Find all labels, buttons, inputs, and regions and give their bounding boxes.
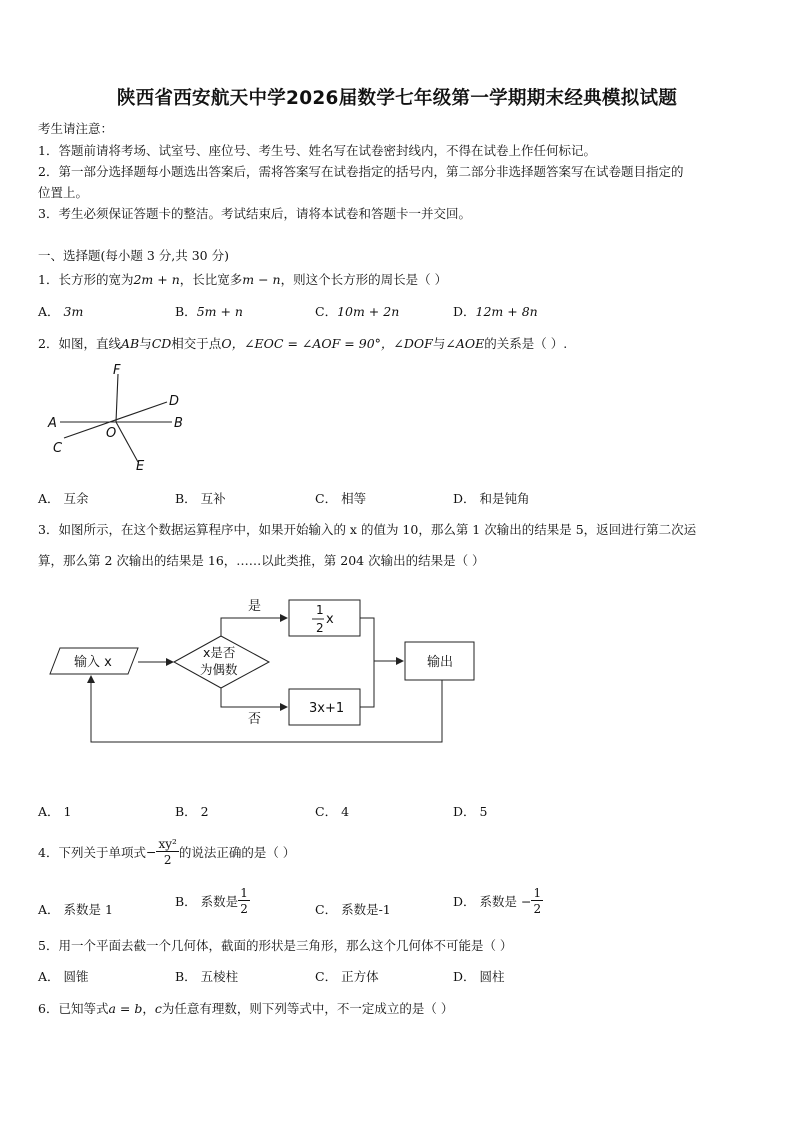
q1-mid: ，长比宽多 [179, 272, 243, 287]
question-3-line-1: 3．如图所示，在这个数据运算程序中，如果开始输入的 x 的值为 10，那么第 1 次输出的结果是 5，返回进行第二次运 [38, 522, 697, 537]
label-d: D [169, 394, 180, 409]
q1-suffix: ，则这个长方形的周长是（ ） [280, 272, 448, 287]
input-label: 输入 x [74, 655, 112, 670]
notice-item-2-cont: 位置上。 [38, 185, 89, 200]
notice-item-1: 1．答题前请将考场、试室号、座位号、考生号、姓名写在试卷密封线内，不得在试卷上作任何标记。 [38, 143, 596, 158]
q2-option-c[interactable]: C． 相等 [315, 491, 367, 506]
decision-line-1: x是否 [203, 645, 236, 660]
question-1 [38, 270, 447, 288]
q1-width-expr: 2m + n [133, 272, 180, 287]
notice-item-2: 2．第一部分选择题每小题选出答案后，需将答案写在试卷指定的括号内，第二部分非选择题答案写在试卷题目指定的 [38, 164, 684, 179]
q3-option-b[interactable]: B． 2 [175, 804, 209, 819]
q5-option-a[interactable]: A． 圆锥 [38, 969, 89, 984]
q1-diff-expr: m − n [242, 272, 281, 287]
q3-flowchart [40, 590, 490, 750]
q1-option-b[interactable]: B．5m + n [175, 304, 243, 319]
q1-prefix: 1．长方形的宽为 [38, 272, 134, 287]
q3-option-d[interactable]: D． 5 [453, 804, 488, 819]
notice-item-3: 3．考生必须保证答题卡的整洁。考试结束后，请将本试卷和答题卡一并交回。 [38, 206, 471, 221]
q4-option-c[interactable]: C． 系数是-1 [315, 902, 391, 917]
q4-monomial: $\frac{\text{xy²}}{2}$ [158, 837, 177, 867]
label-c: C [53, 441, 63, 456]
label-b: B [174, 416, 183, 431]
half-num: 1 [316, 603, 324, 617]
q2-option-b[interactable]: B． 互补 [175, 491, 226, 506]
q5-option-c[interactable]: C． 正方体 [315, 969, 379, 984]
label-o: O [106, 426, 117, 441]
ray-of [116, 374, 118, 422]
half-den: 2 [316, 621, 324, 635]
q4-option-a[interactable]: A． 系数是 1 [38, 902, 113, 917]
decision-line-2: 为偶数 [200, 662, 238, 677]
label-a: A [48, 416, 57, 431]
question-2: 2．如图，直线AB与CD相交于点O，∠EOC = ∠AOF = 90°，∠DOF与∠AOE的关系是（ ）. [38, 336, 568, 351]
q2-figure [40, 360, 200, 475]
q5-option-b[interactable]: B． 五棱柱 [175, 969, 239, 984]
half-var: x [326, 612, 334, 627]
q1-option-c[interactable]: C．10m + 2n [315, 304, 400, 319]
q1-option-a[interactable]: A． 3m [38, 304, 84, 319]
section-heading: 一、选择题(每小题 3 分,共 30 分) [38, 248, 229, 263]
q2-option-d[interactable]: D． 和是钝角 [453, 491, 530, 506]
yes-label: 是 [248, 599, 262, 614]
half-box [289, 600, 360, 636]
odd-expr: 3x+1 [309, 701, 345, 716]
output-label: 输出 [427, 655, 454, 670]
exam-title: 陕西省西安航天中学2026届数学七年级第一学期期末经典模拟试题 [116, 88, 678, 109]
no-label: 否 [248, 712, 262, 727]
q5-option-d[interactable]: D． 圆柱 [453, 969, 505, 984]
question-3-line-2: 算，那么第 2 次输出的结果是 16，……以此类推，第 204 次输出的结果是（ ） [38, 553, 485, 568]
question-6: 6．已知等式a = b，c为任意有理数，则下列等式中，不一定成立的是（ ） [38, 1001, 454, 1016]
notice-heading: 考生请注意： [38, 121, 114, 136]
q4-option-d[interactable]: D． 系数是 − $\frac{1}{2}$ [453, 886, 542, 916]
ray-oe [116, 422, 138, 462]
label-e: E [136, 459, 145, 474]
question-5: 5．用一个平面去截一个几何体，截面的形状是三角形，那么这个几何体不可能是（ ） [38, 938, 513, 953]
q3-option-a[interactable]: A． 1 [38, 804, 72, 819]
q1-option-d[interactable]: D．12m + 8n [453, 304, 538, 319]
question-4: 4．下列关于单项式− $\frac{\text{xy²}}{2}$ 的说法正确的是（ ） [38, 837, 296, 867]
label-f: F [113, 363, 121, 378]
q4-option-b[interactable]: B． 系数是 $\frac{1}{2}$ [175, 886, 248, 916]
q3-option-c[interactable]: C． 4 [315, 804, 350, 819]
q2-option-a[interactable]: A． 互余 [38, 491, 89, 506]
